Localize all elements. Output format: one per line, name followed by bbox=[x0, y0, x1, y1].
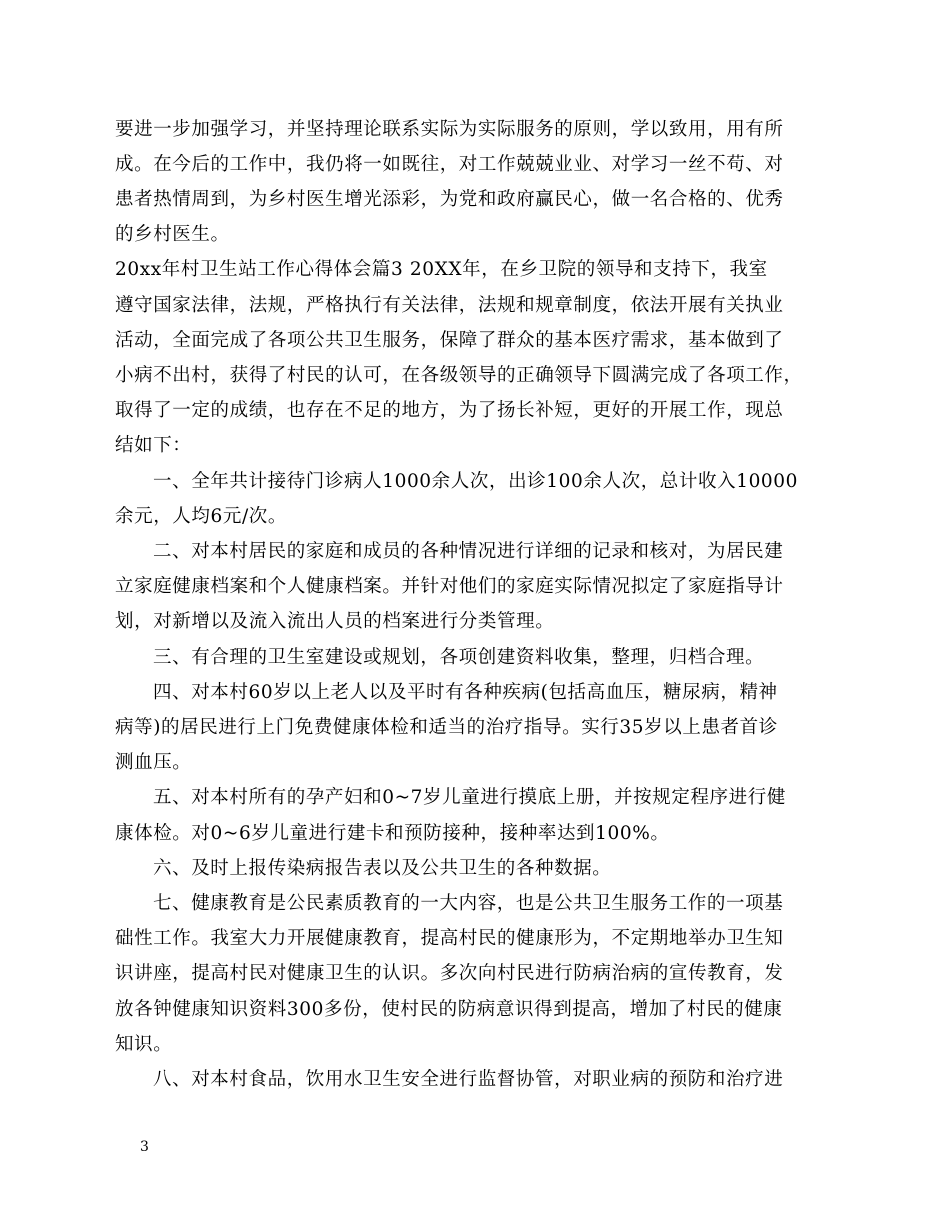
text-line: 识讲座，提高村民对健康卫生的认识。多次向村民进行防病治病的宣传教育，发 bbox=[115, 963, 784, 984]
page-number: 3 bbox=[140, 1139, 149, 1155]
paragraph-first-line: 六、及时上报传染病报告表以及公共卫生的各种数据。 bbox=[153, 858, 612, 879]
text-line: 测血压。 bbox=[115, 752, 192, 773]
text-line: 小病不出村，获得了村民的认可，在各级领导的正确领导下圆满完成了各项工作， bbox=[115, 365, 803, 386]
text-line: 的乡村医生。 bbox=[115, 224, 230, 245]
paragraph-first-line: 四、对本村60岁以上老人以及平时有各种疾病(包括高血压，糖尿病，精神 bbox=[153, 682, 778, 703]
paragraph-first-line: 一、全年共计接待门诊病人1000余人次，出诊100余人次，总计收入10000 bbox=[153, 471, 799, 492]
text-line: 余元，人均6元/次。 bbox=[115, 506, 288, 527]
text-line: 知识。 bbox=[115, 1034, 173, 1055]
text-line: 遵守国家法律，法规，严格执行有关法律，法规和规章制度，依法开展有关执业 bbox=[115, 295, 784, 316]
text-line: 立家庭健康档案和个人健康档案。并针对他们的家庭实际情况拟定了家庭指导计 bbox=[115, 576, 784, 597]
text-line: 结如下： bbox=[115, 435, 192, 456]
paragraph-first-line: 八、对本村食品，饮用水卫生安全进行监督协管，对职业病的预防和治疗进 bbox=[153, 1069, 784, 1090]
text-line: 活动，全面完成了各项公共卫生服务，保障了群众的基本医疗需求，基本做到了 bbox=[115, 330, 784, 351]
text-line: 要进一步加强学习，并坚持理论联系实际为实际服务的原则，学以致用，用有所 bbox=[115, 119, 784, 140]
paragraph-first-line: 二、对本村居民的家庭和成员的各种情况进行详细的记录和核对，为居民建 bbox=[153, 541, 784, 562]
text-line: 康体检。对0~6岁儿童进行建卡和预防接种，接种率达到100%。 bbox=[115, 823, 670, 844]
text-line: 划，对新增以及流入流出人员的档案进行分类管理。 bbox=[115, 611, 555, 632]
text-line: 成。在今后的工作中，我仍将一如既往，对工作兢兢业业、对学习一丝不苟、对 bbox=[115, 154, 784, 175]
section-heading-line: 20xx年村卫生站工作心得体会篇3 20XX年，在乡卫院的领导和支持下，我室 bbox=[115, 259, 768, 280]
paragraph-first-line: 七、健康教育是公民素质教育的一大内容，也是公共卫生服务工作的一项基 bbox=[153, 893, 784, 914]
text-line: 患者热情周到，为乡村医生增光添彩，为党和政府赢民心，做一名合格的、优秀 bbox=[115, 189, 784, 210]
paragraph-first-line: 三、有合理的卫生室建设或规划，各项创建资料收集，整理，归档合理。 bbox=[153, 647, 765, 668]
text-line: 病等)的居民进行上门免费健康体检和适当的治疗指导。实行35岁以上患者首诊 bbox=[115, 717, 778, 738]
text-line: 放各钟健康知识资料300多份，使村民的防病意识得到提高，增加了村民的健康 bbox=[115, 999, 783, 1020]
text-line: 础性工作。我室大力开展健康教育，提高村民的健康形为，不定期地举办卫生知 bbox=[115, 928, 784, 949]
paragraph-first-line: 五、对本村所有的孕产妇和0~7岁儿童进行摸底上册，并按规定程序进行健 bbox=[153, 787, 786, 808]
text-line: 取得了一定的成绩，也存在不足的地方，为了扬长补短，更好的开展工作，现总 bbox=[115, 400, 784, 421]
